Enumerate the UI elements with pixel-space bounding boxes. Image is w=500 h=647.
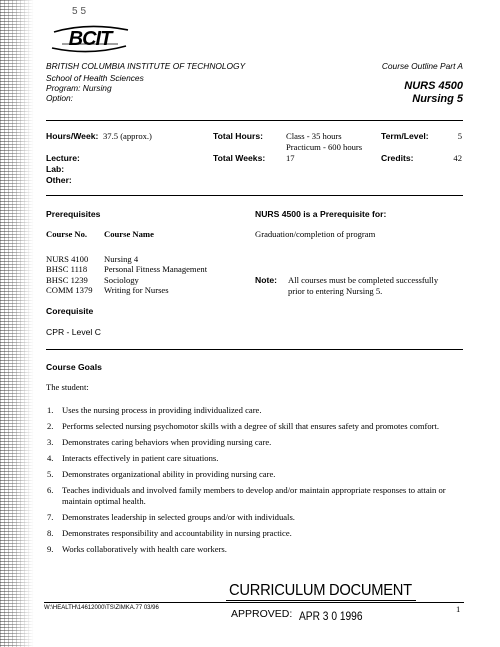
- goal-number: 3.: [47, 437, 54, 447]
- total-weeks-label: Total Weeks:: [213, 153, 266, 163]
- prereq-for-heading: NURS 4500 is a Prerequisite for:: [255, 209, 387, 219]
- hours-week-label: Hours/Week:: [46, 131, 99, 141]
- curriculum-document-stamp: CURRICULUM DOCUMENT: [229, 582, 412, 599]
- course-title: Nursing 5: [412, 93, 463, 105]
- goal-item: Demonstrates responsibility and accountability in nursing practice.: [62, 528, 292, 538]
- term-level-value: 5: [457, 131, 462, 141]
- prereq-for-value: Graduation/completion of program: [255, 229, 376, 239]
- total-hours-label: Total Hours:: [213, 131, 263, 141]
- total-hours-practicum: Practicum - 600 hours: [286, 142, 363, 152]
- prereq-course-no: NURS 4100: [46, 254, 89, 264]
- goal-number: 9.: [47, 544, 54, 554]
- total-hours-class: Class - 35 hours: [286, 131, 342, 141]
- other-label: Other:: [46, 175, 72, 185]
- goal-number: 7.: [47, 512, 54, 522]
- credits-label: Credits:: [381, 153, 414, 163]
- goal-item: Interacts effectively in patient care situations.: [62, 453, 219, 463]
- goal-item: Teaches individuals and involved family members to develop and/or maintain appropriate responses to attain or maintain optimal health.: [62, 485, 446, 506]
- footer-file-path: W:\HEALTH\14612000\TS\ZIMKA.77 03/96: [44, 605, 159, 611]
- goal-number: 2.: [47, 421, 54, 431]
- page-number: 1: [456, 604, 461, 614]
- lab-label: Lab:: [46, 164, 65, 174]
- prereq-course-no: BHSC 1239: [46, 275, 88, 285]
- goal-item: Demonstrates caring behaviors when providing nursing care.: [62, 437, 272, 447]
- col-course-no: Course No.: [46, 229, 88, 239]
- goal-number: 6.: [47, 485, 54, 495]
- scan-edge-noise: [0, 0, 34, 647]
- divider-goals: [46, 349, 463, 350]
- divider-top: [46, 120, 463, 121]
- goals-intro: The student:: [46, 382, 89, 392]
- goal-item: Demonstrates leadership in selected groups and/or with individuals.: [62, 512, 295, 522]
- bcit-logo: BCIT: [48, 24, 132, 54]
- hours-week-value: 37.5 (approx.): [103, 131, 152, 141]
- prereq-course-name: Personal Fitness Management: [104, 264, 208, 274]
- option-label: Option:: [46, 93, 74, 103]
- prereq-course-name: Sociology: [104, 275, 139, 285]
- credits-value: 42: [453, 153, 462, 163]
- prereq-course-name: Writing for Nurses: [104, 285, 169, 295]
- course-code: NURS 4500: [404, 80, 463, 92]
- note-line-1: All courses must be completed successfully: [288, 275, 439, 285]
- approved-label: APPROVED:: [231, 608, 293, 620]
- outline-part: Course Outline Part A: [381, 61, 463, 71]
- top-stamp: 55: [72, 6, 90, 17]
- goal-number: 4.: [47, 453, 54, 463]
- goal-item: Works collaboratively with health care workers.: [62, 544, 227, 554]
- goal-item: Demonstrates organizational ability in providing nursing care.: [62, 469, 276, 479]
- approved-date: APR 3 0 1996: [299, 609, 363, 623]
- divider-hours: [46, 195, 463, 196]
- goal-number: 5.: [47, 469, 54, 479]
- stamp-underline: [226, 600, 416, 601]
- program-name: Program: Nursing: [46, 83, 112, 93]
- note-line-2: prior to entering Nursing 5.: [288, 286, 383, 296]
- corequisite-value: CPR - Level C: [46, 327, 101, 337]
- goal-item: Uses the nursing process in providing individualized care.: [62, 405, 262, 415]
- course-goals-heading: Course Goals: [46, 362, 102, 372]
- goal-item: Performs selected nursing psychomotor skills with a degree of skill that ensures safety and promotes comfort.: [62, 421, 440, 431]
- school-name: School of Health Sciences: [46, 73, 144, 83]
- prereq-course-name: Nursing 4: [104, 254, 139, 264]
- institution-name: BRITISH COLUMBIA INSTITUTE OF TECHNOLOGY: [46, 61, 246, 71]
- corequisite-heading: Corequisite: [46, 306, 94, 316]
- prereq-course-no: COMM 1379: [46, 285, 93, 295]
- footer-rule: [44, 602, 464, 603]
- col-course-name: Course Name: [104, 229, 154, 239]
- total-weeks-value: 17: [286, 153, 295, 163]
- note-label: Note:: [255, 275, 277, 285]
- prereq-course-no: BHSC 1118: [46, 264, 88, 274]
- lecture-label: Lecture:: [46, 153, 80, 163]
- term-level-label: Term/Level:: [381, 131, 429, 141]
- goal-number: 1.: [47, 405, 54, 415]
- goal-number: 8.: [47, 528, 54, 538]
- prerequisites-heading: Prerequisites: [46, 209, 101, 219]
